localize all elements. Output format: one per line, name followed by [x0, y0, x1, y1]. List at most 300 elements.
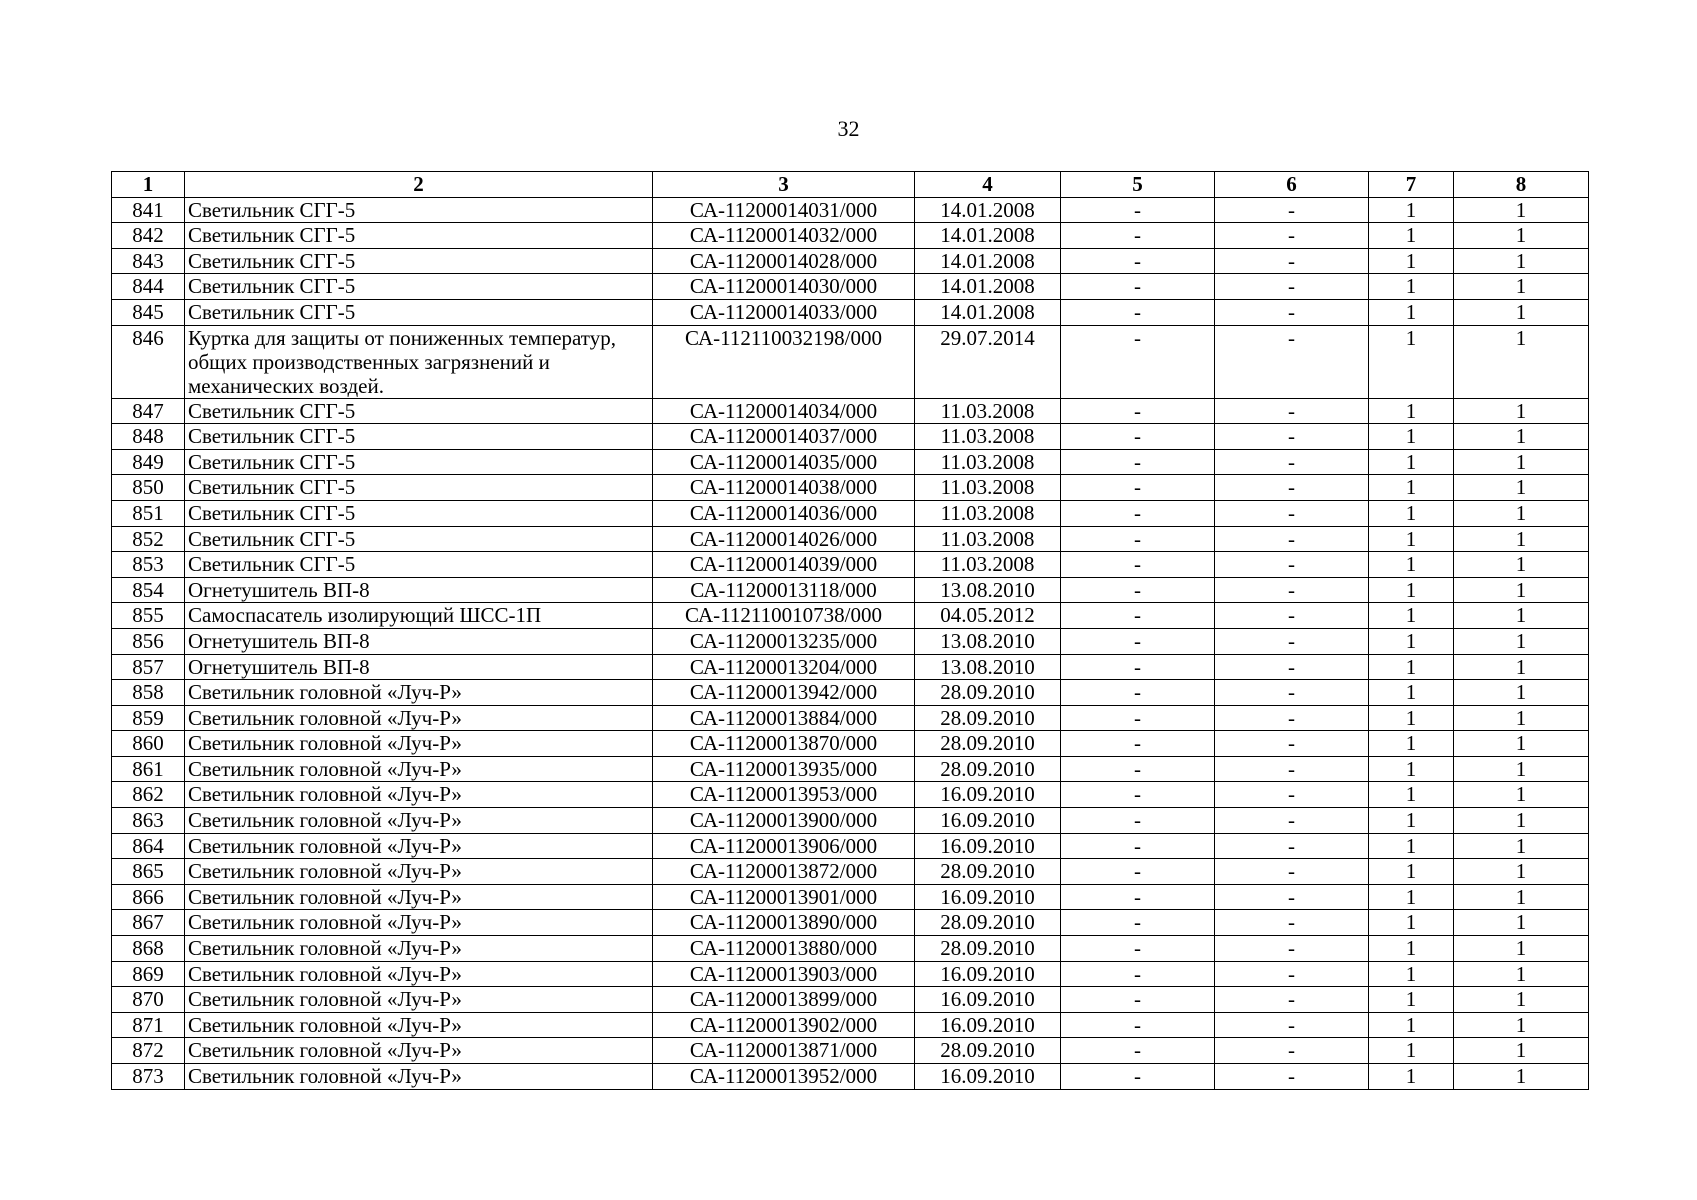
col8-cell: 1: [1454, 1038, 1589, 1064]
item-name-cell: Светильник СГГ-5: [185, 449, 653, 475]
date-cell: 16.09.2010: [915, 961, 1061, 987]
col6-cell: -: [1215, 500, 1369, 526]
col5-cell: -: [1061, 552, 1215, 578]
row-number-cell: 857: [112, 654, 185, 680]
date-cell: 16.09.2010: [915, 884, 1061, 910]
col8-cell: 1: [1454, 274, 1589, 300]
col6-cell: -: [1215, 475, 1369, 501]
date-cell: 28.09.2010: [915, 910, 1061, 936]
col6-cell: -: [1215, 936, 1369, 962]
col8-cell: 1: [1454, 449, 1589, 475]
table-body: [112, 197, 1589, 1089]
date-cell: 13.08.2010: [915, 628, 1061, 654]
table-row: [112, 782, 1589, 808]
col6-cell: -: [1215, 987, 1369, 1013]
inventory-code-cell: СА-11200013942/000: [653, 680, 915, 706]
col6-cell: -: [1215, 424, 1369, 450]
date-cell: 28.09.2010: [915, 859, 1061, 885]
date-cell: 16.09.2010: [915, 987, 1061, 1013]
row-number-cell: 855: [112, 603, 185, 629]
date-cell: 28.09.2010: [915, 936, 1061, 962]
date-cell: 11.03.2008: [915, 500, 1061, 526]
col7-cell: 1: [1369, 833, 1454, 859]
row-number-cell: 864: [112, 833, 185, 859]
inventory-code-cell: СА-11200013952/000: [653, 1064, 915, 1090]
table-row: [112, 223, 1589, 249]
inventory-code-cell: СА-11200013899/000: [653, 987, 915, 1013]
col5-cell: -: [1061, 223, 1215, 249]
col6-cell: -: [1215, 449, 1369, 475]
col5-cell: -: [1061, 859, 1215, 885]
col8-cell: 1: [1454, 197, 1589, 223]
row-number-cell: 870: [112, 987, 185, 1013]
col8-cell: 1: [1454, 424, 1589, 450]
col8-cell: 1: [1454, 705, 1589, 731]
inventory-code-cell: СА-11200014035/000: [653, 449, 915, 475]
item-name-cell: Светильник головной «Луч-Р»: [185, 859, 653, 885]
inventory-code-cell: СА-11200014031/000: [653, 197, 915, 223]
col6-cell: -: [1215, 1064, 1369, 1090]
inventory-code-cell: СА-11200013906/000: [653, 833, 915, 859]
item-name-cell: Огнетушитель ВП-8: [185, 654, 653, 680]
col5-cell: -: [1061, 197, 1215, 223]
inventory-code-cell: СА-112110010738/000: [653, 603, 915, 629]
table-row: [112, 833, 1589, 859]
col6-cell: -: [1215, 299, 1369, 325]
col5-cell: -: [1061, 1012, 1215, 1038]
item-name-cell: Светильник СГГ-5: [185, 274, 653, 300]
table-row: [112, 680, 1589, 706]
col6-cell: -: [1215, 628, 1369, 654]
col6-cell: -: [1215, 325, 1369, 398]
col7-cell: 1: [1369, 197, 1454, 223]
col5-cell: -: [1061, 884, 1215, 910]
inventory-code-cell: СА-11200014036/000: [653, 500, 915, 526]
row-number-cell: 848: [112, 424, 185, 450]
col6-cell: -: [1215, 782, 1369, 808]
table-row: [112, 274, 1589, 300]
row-number-cell: 846: [112, 325, 185, 398]
inventory-code-cell: СА-11200013903/000: [653, 961, 915, 987]
col5-cell: -: [1061, 577, 1215, 603]
date-cell: 14.01.2008: [915, 299, 1061, 325]
item-name-cell: Светильник СГГ-5: [185, 248, 653, 274]
table-header-row: [112, 172, 1589, 198]
date-cell: 28.09.2010: [915, 680, 1061, 706]
column-header: 7: [1369, 172, 1454, 198]
table-row: [112, 1038, 1589, 1064]
date-cell: 16.09.2010: [915, 808, 1061, 834]
item-name-cell: Куртка для защиты от пониженных температур, общих производственных загрязнений и механических воздей.: [185, 325, 653, 398]
col6-cell: -: [1215, 833, 1369, 859]
item-name-cell: Светильник головной «Луч-Р»: [185, 756, 653, 782]
table-row: [112, 859, 1589, 885]
col8-cell: 1: [1454, 680, 1589, 706]
col7-cell: 1: [1369, 859, 1454, 885]
item-name-cell: Светильник головной «Луч-Р»: [185, 782, 653, 808]
col7-cell: 1: [1369, 680, 1454, 706]
item-name-cell: Светильник СГГ-5: [185, 299, 653, 325]
col5-cell: -: [1061, 1064, 1215, 1090]
date-cell: 14.01.2008: [915, 248, 1061, 274]
col8-cell: 1: [1454, 859, 1589, 885]
inventory-code-cell: СА-11200014039/000: [653, 552, 915, 578]
item-name-cell: Светильник СГГ-5: [185, 500, 653, 526]
col6-cell: -: [1215, 197, 1369, 223]
inventory-code-cell: СА-11200013884/000: [653, 705, 915, 731]
date-cell: 11.03.2008: [915, 398, 1061, 424]
table-row: [112, 705, 1589, 731]
col6-cell: -: [1215, 223, 1369, 249]
col8-cell: 1: [1454, 299, 1589, 325]
table-row: [112, 424, 1589, 450]
col8-cell: 1: [1454, 808, 1589, 834]
item-name-cell: Огнетушитель ВП-8: [185, 577, 653, 603]
inventory-code-cell: СА-11200013935/000: [653, 756, 915, 782]
date-cell: 16.09.2010: [915, 833, 1061, 859]
col7-cell: 1: [1369, 936, 1454, 962]
table-row: [112, 910, 1589, 936]
row-number-cell: 845: [112, 299, 185, 325]
item-name-cell: Светильник головной «Луч-Р»: [185, 936, 653, 962]
col5-cell: -: [1061, 603, 1215, 629]
col8-cell: 1: [1454, 987, 1589, 1013]
col7-cell: 1: [1369, 223, 1454, 249]
col7-cell: 1: [1369, 603, 1454, 629]
col6-cell: -: [1215, 756, 1369, 782]
col8-cell: 1: [1454, 398, 1589, 424]
row-number-cell: 859: [112, 705, 185, 731]
col7-cell: 1: [1369, 884, 1454, 910]
date-cell: 14.01.2008: [915, 197, 1061, 223]
row-number-cell: 866: [112, 884, 185, 910]
row-number-cell: 853: [112, 552, 185, 578]
table-row: [112, 197, 1589, 223]
inventory-code-cell: СА-11200013235/000: [653, 628, 915, 654]
table-row: [112, 987, 1589, 1013]
date-cell: 11.03.2008: [915, 552, 1061, 578]
col6-cell: -: [1215, 577, 1369, 603]
table-row: [112, 552, 1589, 578]
row-number-cell: 847: [112, 398, 185, 424]
date-cell: 16.09.2010: [915, 1012, 1061, 1038]
date-cell: 04.05.2012: [915, 603, 1061, 629]
col8-cell: 1: [1454, 223, 1589, 249]
table-row: [112, 936, 1589, 962]
column-header: 2: [185, 172, 653, 198]
col7-cell: 1: [1369, 808, 1454, 834]
col5-cell: -: [1061, 299, 1215, 325]
col8-cell: 1: [1454, 936, 1589, 962]
inventory-code-cell: СА-11200014032/000: [653, 223, 915, 249]
col6-cell: -: [1215, 552, 1369, 578]
item-name-cell: Самоспасатель изолирующий ШСС-1П: [185, 603, 653, 629]
table-row: [112, 449, 1589, 475]
row-number-cell: 849: [112, 449, 185, 475]
col7-cell: 1: [1369, 274, 1454, 300]
row-number-cell: 854: [112, 577, 185, 603]
item-name-cell: Светильник головной «Луч-Р»: [185, 680, 653, 706]
row-number-cell: 872: [112, 1038, 185, 1064]
col7-cell: 1: [1369, 654, 1454, 680]
col7-cell: 1: [1369, 731, 1454, 757]
col6-cell: -: [1215, 910, 1369, 936]
col8-cell: 1: [1454, 1064, 1589, 1090]
col8-cell: 1: [1454, 603, 1589, 629]
row-number-cell: 844: [112, 274, 185, 300]
item-name-cell: Светильник головной «Луч-Р»: [185, 910, 653, 936]
col6-cell: -: [1215, 705, 1369, 731]
col5-cell: -: [1061, 731, 1215, 757]
date-cell: 28.09.2010: [915, 731, 1061, 757]
date-cell: 14.01.2008: [915, 223, 1061, 249]
item-name-cell: Светильник головной «Луч-Р»: [185, 808, 653, 834]
item-name-cell: Светильник головной «Луч-Р»: [185, 1064, 653, 1090]
col6-cell: -: [1215, 398, 1369, 424]
date-cell: 11.03.2008: [915, 475, 1061, 501]
col5-cell: -: [1061, 782, 1215, 808]
date-cell: 14.01.2008: [915, 274, 1061, 300]
table-row: [112, 731, 1589, 757]
table-row: [112, 1012, 1589, 1038]
col7-cell: 1: [1369, 961, 1454, 987]
row-number-cell: 841: [112, 197, 185, 223]
row-number-cell: 843: [112, 248, 185, 274]
table-row: [112, 808, 1589, 834]
row-number-cell: 861: [112, 756, 185, 782]
column-header: 1: [112, 172, 185, 198]
col8-cell: 1: [1454, 526, 1589, 552]
row-number-cell: 862: [112, 782, 185, 808]
table-row: [112, 577, 1589, 603]
item-name-cell: Светильник головной «Луч-Р»: [185, 884, 653, 910]
col7-cell: 1: [1369, 1064, 1454, 1090]
date-cell: 28.09.2010: [915, 1038, 1061, 1064]
col5-cell: -: [1061, 424, 1215, 450]
table-row: [112, 884, 1589, 910]
col5-cell: -: [1061, 398, 1215, 424]
date-cell: 16.09.2010: [915, 1064, 1061, 1090]
item-name-cell: Светильник СГГ-5: [185, 398, 653, 424]
inventory-code-cell: СА-11200014037/000: [653, 424, 915, 450]
col5-cell: -: [1061, 449, 1215, 475]
col7-cell: 1: [1369, 325, 1454, 398]
table-row: [112, 628, 1589, 654]
col7-cell: 1: [1369, 299, 1454, 325]
col7-cell: 1: [1369, 424, 1454, 450]
date-cell: 13.08.2010: [915, 577, 1061, 603]
col8-cell: 1: [1454, 628, 1589, 654]
table-row: [112, 1064, 1589, 1090]
table-row: [112, 248, 1589, 274]
item-name-cell: Светильник СГГ-5: [185, 475, 653, 501]
col7-cell: 1: [1369, 1038, 1454, 1064]
table-row: [112, 756, 1589, 782]
col6-cell: -: [1215, 731, 1369, 757]
date-cell: 28.09.2010: [915, 705, 1061, 731]
col5-cell: -: [1061, 705, 1215, 731]
col6-cell: -: [1215, 680, 1369, 706]
row-number-cell: 867: [112, 910, 185, 936]
inventory-code-cell: СА-11200013871/000: [653, 1038, 915, 1064]
registry-table: [111, 171, 1589, 1090]
col5-cell: -: [1061, 756, 1215, 782]
item-name-cell: Огнетушитель ВП-8: [185, 628, 653, 654]
col5-cell: -: [1061, 833, 1215, 859]
table-row: [112, 603, 1589, 629]
row-number-cell: 871: [112, 1012, 185, 1038]
table-row: [112, 475, 1589, 501]
row-number-cell: 873: [112, 1064, 185, 1090]
inventory-code-cell: СА-11200014026/000: [653, 526, 915, 552]
col8-cell: 1: [1454, 782, 1589, 808]
date-cell: 11.03.2008: [915, 424, 1061, 450]
column-header: 4: [915, 172, 1061, 198]
inventory-code-cell: СА-11200013890/000: [653, 910, 915, 936]
col8-cell: 1: [1454, 654, 1589, 680]
col7-cell: 1: [1369, 910, 1454, 936]
col5-cell: -: [1061, 987, 1215, 1013]
col5-cell: -: [1061, 274, 1215, 300]
col8-cell: 1: [1454, 248, 1589, 274]
row-number-cell: 851: [112, 500, 185, 526]
inventory-code-cell: СА-11200013880/000: [653, 936, 915, 962]
date-cell: 28.09.2010: [915, 756, 1061, 782]
table-row: [112, 500, 1589, 526]
col7-cell: 1: [1369, 628, 1454, 654]
item-name-cell: Светильник головной «Луч-Р»: [185, 961, 653, 987]
col5-cell: -: [1061, 936, 1215, 962]
row-number-cell: 850: [112, 475, 185, 501]
row-number-cell: 865: [112, 859, 185, 885]
col7-cell: 1: [1369, 248, 1454, 274]
col8-cell: 1: [1454, 884, 1589, 910]
column-header: 5: [1061, 172, 1215, 198]
col6-cell: -: [1215, 603, 1369, 629]
inventory-code-cell: СА-112110032198/000: [653, 325, 915, 398]
date-cell: 11.03.2008: [915, 526, 1061, 552]
item-name-cell: Светильник головной «Луч-Р»: [185, 705, 653, 731]
col5-cell: -: [1061, 628, 1215, 654]
row-number-cell: 852: [112, 526, 185, 552]
col7-cell: 1: [1369, 756, 1454, 782]
col6-cell: -: [1215, 1012, 1369, 1038]
item-name-cell: Светильник головной «Луч-Р»: [185, 987, 653, 1013]
col8-cell: 1: [1454, 325, 1589, 398]
col7-cell: 1: [1369, 577, 1454, 603]
inventory-code-cell: СА-11200014034/000: [653, 398, 915, 424]
row-number-cell: 856: [112, 628, 185, 654]
table-row: [112, 325, 1589, 398]
col6-cell: -: [1215, 808, 1369, 834]
col7-cell: 1: [1369, 398, 1454, 424]
col5-cell: -: [1061, 475, 1215, 501]
col6-cell: -: [1215, 961, 1369, 987]
row-number-cell: 869: [112, 961, 185, 987]
inventory-code-cell: СА-11200013118/000: [653, 577, 915, 603]
col6-cell: -: [1215, 274, 1369, 300]
col7-cell: 1: [1369, 526, 1454, 552]
inventory-code-cell: СА-11200013953/000: [653, 782, 915, 808]
inventory-code-cell: СА-11200013901/000: [653, 884, 915, 910]
col7-cell: 1: [1369, 500, 1454, 526]
date-cell: 13.08.2010: [915, 654, 1061, 680]
inventory-code-cell: СА-11200013902/000: [653, 1012, 915, 1038]
col8-cell: 1: [1454, 961, 1589, 987]
inventory-code-cell: СА-11200014030/000: [653, 274, 915, 300]
item-name-cell: Светильник СГГ-5: [185, 552, 653, 578]
col5-cell: -: [1061, 325, 1215, 398]
col8-cell: 1: [1454, 731, 1589, 757]
table-row: [112, 299, 1589, 325]
item-name-cell: Светильник СГГ-5: [185, 424, 653, 450]
date-cell: 29.07.2014: [915, 325, 1061, 398]
inventory-code-cell: СА-11200013872/000: [653, 859, 915, 885]
inventory-code-cell: СА-11200014033/000: [653, 299, 915, 325]
col5-cell: -: [1061, 654, 1215, 680]
inventory-code-cell: СА-11200013204/000: [653, 654, 915, 680]
row-number-cell: 868: [112, 936, 185, 962]
date-cell: 16.09.2010: [915, 782, 1061, 808]
col8-cell: 1: [1454, 500, 1589, 526]
item-name-cell: Светильник головной «Луч-Р»: [185, 1038, 653, 1064]
col5-cell: -: [1061, 680, 1215, 706]
col8-cell: 1: [1454, 577, 1589, 603]
item-name-cell: Светильник головной «Луч-Р»: [185, 731, 653, 757]
item-name-cell: Светильник СГГ-5: [185, 197, 653, 223]
column-header: 6: [1215, 172, 1369, 198]
col8-cell: 1: [1454, 833, 1589, 859]
col7-cell: 1: [1369, 987, 1454, 1013]
col7-cell: 1: [1369, 552, 1454, 578]
col7-cell: 1: [1369, 475, 1454, 501]
col5-cell: -: [1061, 910, 1215, 936]
row-number-cell: 858: [112, 680, 185, 706]
col6-cell: -: [1215, 654, 1369, 680]
col7-cell: 1: [1369, 449, 1454, 475]
table-row: [112, 526, 1589, 552]
inventory-code-cell: СА-11200013900/000: [653, 808, 915, 834]
col6-cell: -: [1215, 859, 1369, 885]
col7-cell: 1: [1369, 705, 1454, 731]
row-number-cell: 863: [112, 808, 185, 834]
col8-cell: 1: [1454, 1012, 1589, 1038]
table-row: [112, 654, 1589, 680]
table-row: [112, 398, 1589, 424]
col6-cell: -: [1215, 1038, 1369, 1064]
item-name-cell: Светильник головной «Луч-Р»: [185, 833, 653, 859]
col6-cell: -: [1215, 248, 1369, 274]
col8-cell: 1: [1454, 910, 1589, 936]
table-row: [112, 961, 1589, 987]
item-name-cell: Светильник СГГ-5: [185, 223, 653, 249]
col5-cell: -: [1061, 526, 1215, 552]
row-number-cell: 842: [112, 223, 185, 249]
col5-cell: -: [1061, 961, 1215, 987]
inventory-code-cell: СА-11200013870/000: [653, 731, 915, 757]
inventory-code-cell: СА-11200014038/000: [653, 475, 915, 501]
col5-cell: -: [1061, 808, 1215, 834]
item-name-cell: Светильник СГГ-5: [185, 526, 653, 552]
col5-cell: -: [1061, 248, 1215, 274]
inventory-code-cell: СА-11200014028/000: [653, 248, 915, 274]
col7-cell: 1: [1369, 1012, 1454, 1038]
col8-cell: 1: [1454, 756, 1589, 782]
column-header: 8: [1454, 172, 1589, 198]
col6-cell: -: [1215, 526, 1369, 552]
col6-cell: -: [1215, 884, 1369, 910]
col5-cell: -: [1061, 500, 1215, 526]
